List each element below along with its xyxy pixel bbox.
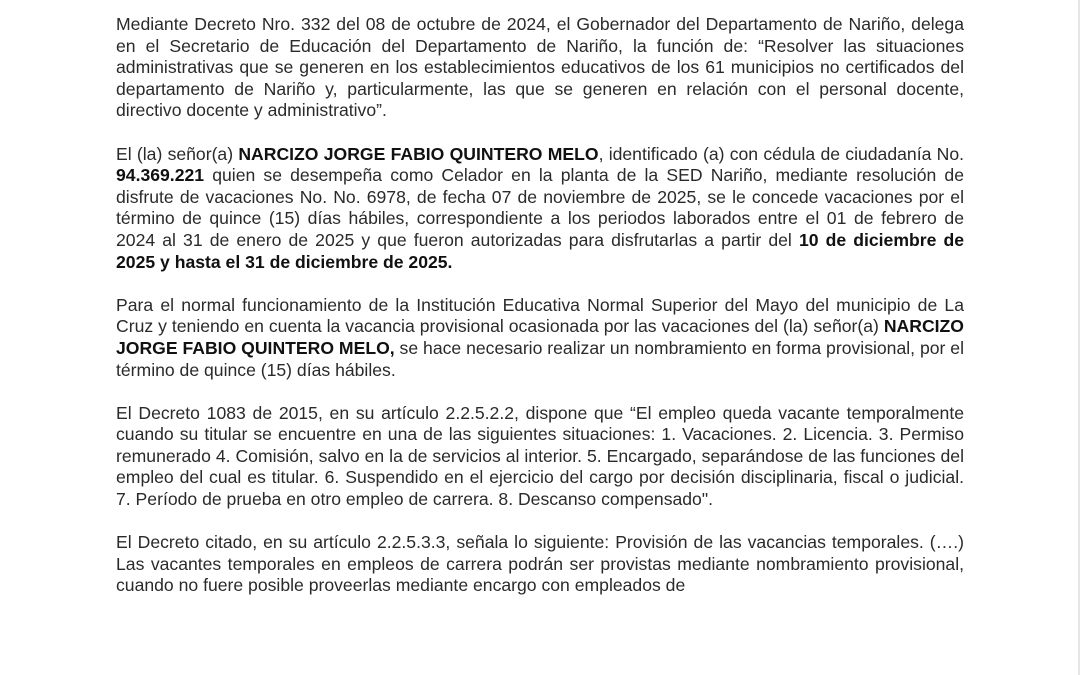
text-segment: El Decreto 1083 de 2015, en su artículo 2.2.5.2.2, dispone que “El empleo queda vacante temporalmente cuando su titular se encuentre en una de las siguientes situaciones: 1. Vacaciones. 2. Licencia. 3. Permiso remunerado 4. Comisión, salvo en la de servicios al interior. 5. Encargado, separándose de las funciones del empleo del cual es titular. 6. Suspendido en el ejercicio del cargo por decisión disciplinaria, fiscal o judicial. 7. Período de prueba en otro empleo de carrera. 8. Descanso compensado". [116,402,964,510]
paragraph-provisional-appointment [116,295,964,381]
text-segment: El (la) señor(a) [116,143,239,164]
employee-name: NARCIZO JORGE FABIO QUINTERO MELO, [116,316,964,358]
text-segment: quien se desempeña como Celador en la planta de la SED Nariño, mediante resolución de disfrute de vacaciones No. No. 6978, de fecha 07 de noviembre de 2025, se le concede vacaciones por el término de quince (15) días hábiles, correspondiente a los periodos laborados entre el 01 de febrero de 2024 al 31 de enero de 2025 y que fueron autorizadas para disfrutarlas a partir del [116,165,964,250]
paragraph-vacation-grant [116,144,964,274]
paragraph-article-2-2-5-3-3 [116,532,964,597]
text-segment: El Decreto citado, en su artículo 2.2.5.3.3, señala lo siguiente: Provisión de las vacancias temporales. (….) Las vacantes temporales en empleos de carrera podrán ser provistas mediante nombramiento provisional, cuando no fuere posible proveerlas mediante encargo con empleados de [116,532,964,596]
text-segment: Para el normal funcionamiento de la Institución Educativa Normal Superior del Mayo del municipio de La Cruz y teniendo en cuenta la vacancia provisional ocasionada por las vacaciones del (la) señor(a) [116,294,964,337]
paragraph-decree-delegation [116,14,964,122]
vacation-dates: 10 de diciembre de 2025 y hasta el 31 de diciembre de 2025. [116,229,964,272]
text-segment: Mediante Decreto Nro. 332 del 08 de octubre de 2024, el Gobernador del Departamento de Nariño, delega en el Secretario de Educación del Departamento de Nariño, la función de: “Resolver las situaciones administrativas que se generen en los establecimientos educativos de los 61 municipios no certificados del departamento de Nariño y, particularmente, las que se generen en relación con el personal docente, directivo docente y administrativo”. [116,14,964,121]
document-body [116,14,964,619]
paragraph-decree-1083 [116,403,964,511]
text-segment: se hace necesario realizar un nombramiento en forma provisional, por el término de quince (15) días hábiles. [116,337,964,380]
text-segment: , identificado (a) con cédula de ciudadanía No. [598,143,965,164]
employee-name: NARCIZO JORGE FABIO QUINTERO MELO [238,143,599,164]
id-number: 94.369.221 [116,165,205,186]
